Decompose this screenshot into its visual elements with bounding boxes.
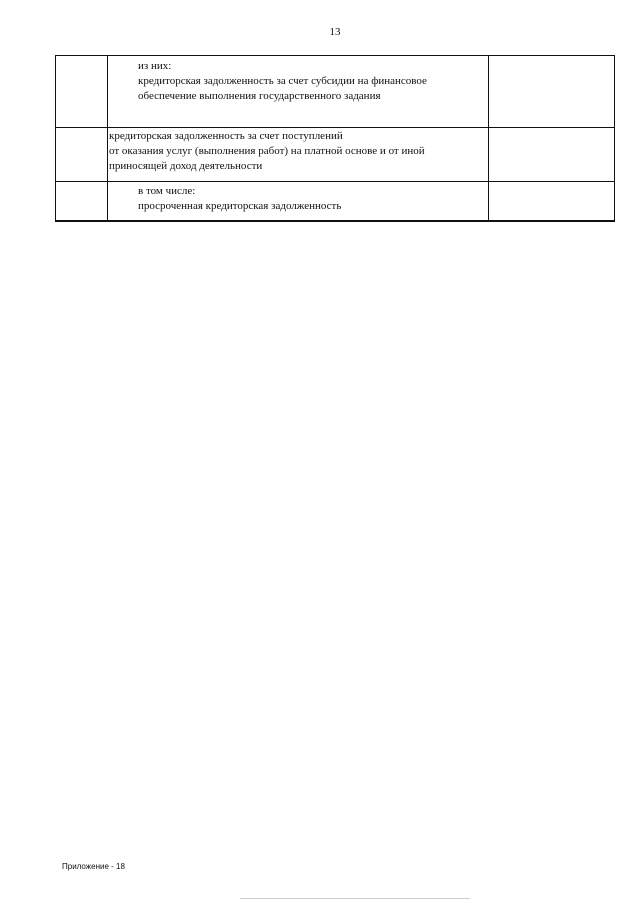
table-row <box>56 128 614 182</box>
cell-line: из них: <box>138 60 172 72</box>
page-number: 13 <box>329 26 341 38</box>
table-row <box>56 56 614 128</box>
scan-edge-line <box>240 898 470 899</box>
table-cell-number <box>56 56 108 127</box>
table-cell-description <box>109 129 425 174</box>
cell-line: от оказания услуг (выполнения работ) на платной основе и от иной <box>109 145 425 157</box>
cell-line: просроченная кредиторская задолженность <box>138 200 342 212</box>
cell-line: кредиторская задолженность за счет субсидии на финансовое <box>138 75 427 87</box>
cell-line: приносящей доход деятельности <box>109 160 263 172</box>
table-cell-value <box>488 56 614 127</box>
table-cell-description <box>138 184 341 214</box>
table-cell-description <box>138 59 427 104</box>
cell-line: обеспечение выполнения государственного задания <box>138 90 381 102</box>
table-cell-number <box>56 128 108 181</box>
table-cell-number <box>56 182 108 221</box>
table-cell-value <box>488 182 614 221</box>
table-row <box>56 182 614 221</box>
appendix-footer: Приложение - 18 <box>62 862 125 871</box>
cell-line: в том числе: <box>138 185 196 197</box>
table-cell-value <box>488 128 614 181</box>
accounts-payable-table <box>55 55 615 222</box>
cell-line: кредиторская задолженность за счет поступлений <box>109 130 343 142</box>
